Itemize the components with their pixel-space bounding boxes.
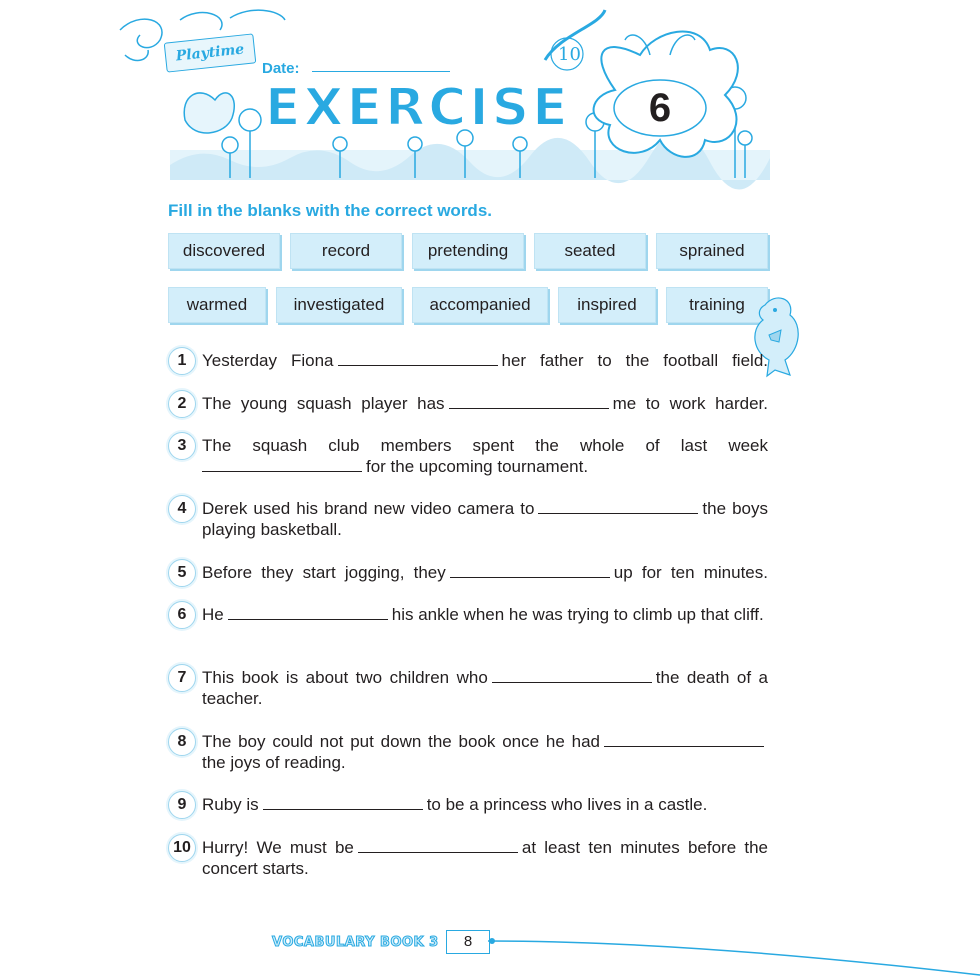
footer-swoosh <box>488 935 980 980</box>
answer-blank[interactable] <box>263 808 423 810</box>
question-text: Before they start jogging, they up for ten minutes. <box>202 563 768 582</box>
answer-blank[interactable] <box>492 681 652 683</box>
answer-blank[interactable] <box>358 851 518 853</box>
book-title: VOCABULARY BOOK 3 <box>272 935 439 950</box>
instruction-text: Fill in the blanks with the correct words. <box>168 201 492 220</box>
word-tile: record <box>290 233 402 269</box>
question-number: 6 <box>168 601 196 629</box>
answer-blank[interactable] <box>450 576 610 578</box>
word-tile: pretending <box>412 233 524 269</box>
date-label: Date: <box>262 60 300 77</box>
question-number: 10 <box>168 834 196 862</box>
question-number: 2 <box>168 390 196 418</box>
word-tile: accompanied <box>412 287 548 323</box>
answer-blank[interactable] <box>338 364 498 366</box>
question-number: 8 <box>168 728 196 756</box>
word-tile: seated <box>534 233 646 269</box>
question-text: The boy could not put down the book once he hadthe joys of reading. <box>202 731 768 773</box>
question-text: Derek used his brand new video camera to the boys playing basketball. <box>202 499 768 539</box>
question-text: Hurry! We must be at least ten minutes before the concert starts. <box>202 838 768 878</box>
word-tile: warmed <box>168 287 266 323</box>
answer-blank[interactable] <box>202 470 362 472</box>
date-field-line <box>312 71 450 72</box>
answer-blank[interactable] <box>604 745 764 747</box>
question-text: The squash club members spent the whole of last week for the upcoming tournament. <box>202 436 768 476</box>
question-number: 4 <box>168 495 196 523</box>
corner-number: 10 <box>558 44 581 65</box>
page-number: 8 <box>446 930 490 954</box>
answer-blank[interactable] <box>449 407 609 409</box>
question-number: 5 <box>168 559 196 587</box>
exercise-title: EXERCISE <box>265 78 571 138</box>
word-tile: sprained <box>656 233 768 269</box>
word-tile: inspired <box>558 287 656 323</box>
brand-label: Playtime <box>175 41 245 65</box>
word-tile: training <box>666 287 768 323</box>
question-number: 1 <box>168 347 196 375</box>
word-tile: discovered <box>168 233 280 269</box>
answer-blank[interactable] <box>538 512 698 514</box>
question-text: Ruby is to be a princess who lives in a castle. <box>202 795 708 814</box>
question-text: Yesterday Fiona her father to the football field. <box>202 351 768 370</box>
question-text: The young squash player has me to work harder. <box>202 394 768 413</box>
question-number: 9 <box>168 791 196 819</box>
answer-blank[interactable] <box>228 618 388 620</box>
word-tile: investigated <box>276 287 402 323</box>
question-number: 7 <box>168 664 196 692</box>
question-text: This book is about two children who the death of a teacher. <box>202 668 768 708</box>
question-text: He his ankle when he was trying to climb up that cliff. <box>202 605 764 624</box>
question-number: 3 <box>168 432 196 460</box>
exercise-number: 6 <box>648 86 672 130</box>
